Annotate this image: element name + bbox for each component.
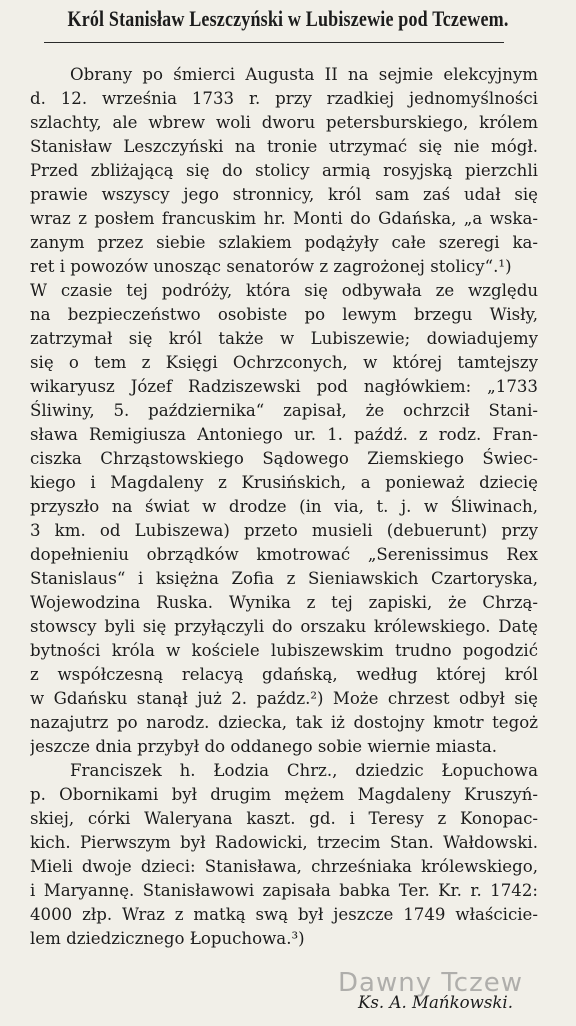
text-line: Wojewodzina Ruska. Wynika z tej zapiski, że Chrzą- (30, 593, 538, 612)
text-line: z współczesną relacyą gdańską, według której król (30, 665, 538, 684)
text-line: lem dziedzicznego Łopuchowa.³) (30, 929, 305, 948)
text-line: bytności króla w kościele lubiszewskim trudno pogodzić (30, 641, 538, 660)
text-line: wikaryusz Józef Radziszewski pod nagłówkiem: „1733 (30, 377, 538, 396)
text-line: kich. Pierwszym był Radowicki, trzecim Stan. Wałdowski. (30, 833, 538, 852)
text-line: kiego i Magdaleny z Krusińskich, a ponieważ dziecię (30, 473, 538, 492)
text-line: nazajutrz po narodz. dziecka, tak iż dostojny kmotr tegoż (30, 713, 538, 732)
text-line: prawie wszyscy jego stronnicy, król sam zaś udał się (30, 185, 538, 204)
watermark: Dawny Tczew (338, 968, 524, 998)
text-line: przyszło na świat w drodze (in via, t. j. w Śliwinach, (30, 497, 538, 516)
text-line: W czasie tej podróży, która się odbywała ze względu (30, 281, 538, 300)
article-title: Król Stanisław Leszczyński w Lubiszewie pod Tczewem. (67, 6, 509, 31)
text-line: jeszcze dnia przybył do oddanego sobie wiernie miasta. (30, 737, 498, 756)
text-line: d. 12. września 1733 r. przy rzadkiej jednomyślności (30, 89, 538, 108)
text-line: sława Remigiusza Antoniego ur. 1. paźdź. z rodz. Fran- (30, 425, 538, 444)
text-line: i Maryannę. Stanisławowi zapisała babka Ter. Kr. r. 1742: (30, 881, 538, 900)
text-line: skiej, córki Waleryana kaszt. gd. i Teresy z Konopac- (30, 809, 538, 828)
text-line: Śliwiny, 5. października“ zapisał, że ochrzcił Stani- (30, 401, 538, 420)
text-line: stowscy byli się przyłączyli do orszaku królewskiego. Datę (30, 617, 538, 636)
text-line: Stanislaus“ i księżna Zofia z Sieniawskich Czartoryska, (30, 569, 538, 588)
text-line: ret i powozów unosząc senatorów z zagrożonej stolicy“.¹) (30, 257, 512, 276)
text-line: zatrzymał się król także w Lubiszewie; dowiadujemy (30, 329, 538, 348)
text-line: na bezpieczeństwo osobiste po lewym brzegu Wisły, (30, 305, 538, 324)
text-line: szlachty, ale wbrew woli dworu petersburskiego, królem (30, 113, 538, 132)
text-line: Obrany po śmierci Augusta II na sejmie elekcyjnym (70, 65, 538, 84)
text-line: ciszka Chrząstowskiego Sądowego Ziemskiego Świec- (30, 449, 538, 468)
text-line: Stanisław Leszczyński na tronie utrzymać się nie mógł. (30, 137, 538, 156)
text-line: wraz z posłem francuskim hr. Monti do Gdańska, „a wska- (30, 209, 538, 228)
text-line: 3 km. od Lubiszewa) przeto musieli (debuerunt) przy (30, 521, 538, 540)
text-line: dopełnieniu obrządków kmotrować „Serenissimus Rex (30, 545, 538, 564)
text-line: zanym przez siebie szlakiem podążyły całe szeregi ka- (30, 233, 538, 252)
text-line: Mieli dwoje dzieci: Stanisława, chrześniaka królewskiego, (30, 857, 538, 876)
text-line: Franciszek h. Łodzia Chrz., dziedzic Łopuchowa (70, 761, 538, 780)
author-signature: Ks. A. Mańkowski. (358, 993, 513, 1012)
text-line: Przed zbliżającą się do stolicy armią rosyjską pierzchli (30, 161, 538, 180)
text-line: 4000 złp. Wraz z matką swą był jeszcze 1749 właściciе- (30, 905, 538, 924)
text-line: się o tem z Księgi Ochrzconych, w której tamtejszy (30, 353, 538, 372)
title-rule (44, 42, 504, 43)
text-line: p. Obornikami był drugim mężem Magdaleny Kruszyń- (30, 785, 538, 804)
text-line: w Gdańsku stanął już 2. paźdz.²) Może chrzest odbył się (30, 689, 538, 708)
